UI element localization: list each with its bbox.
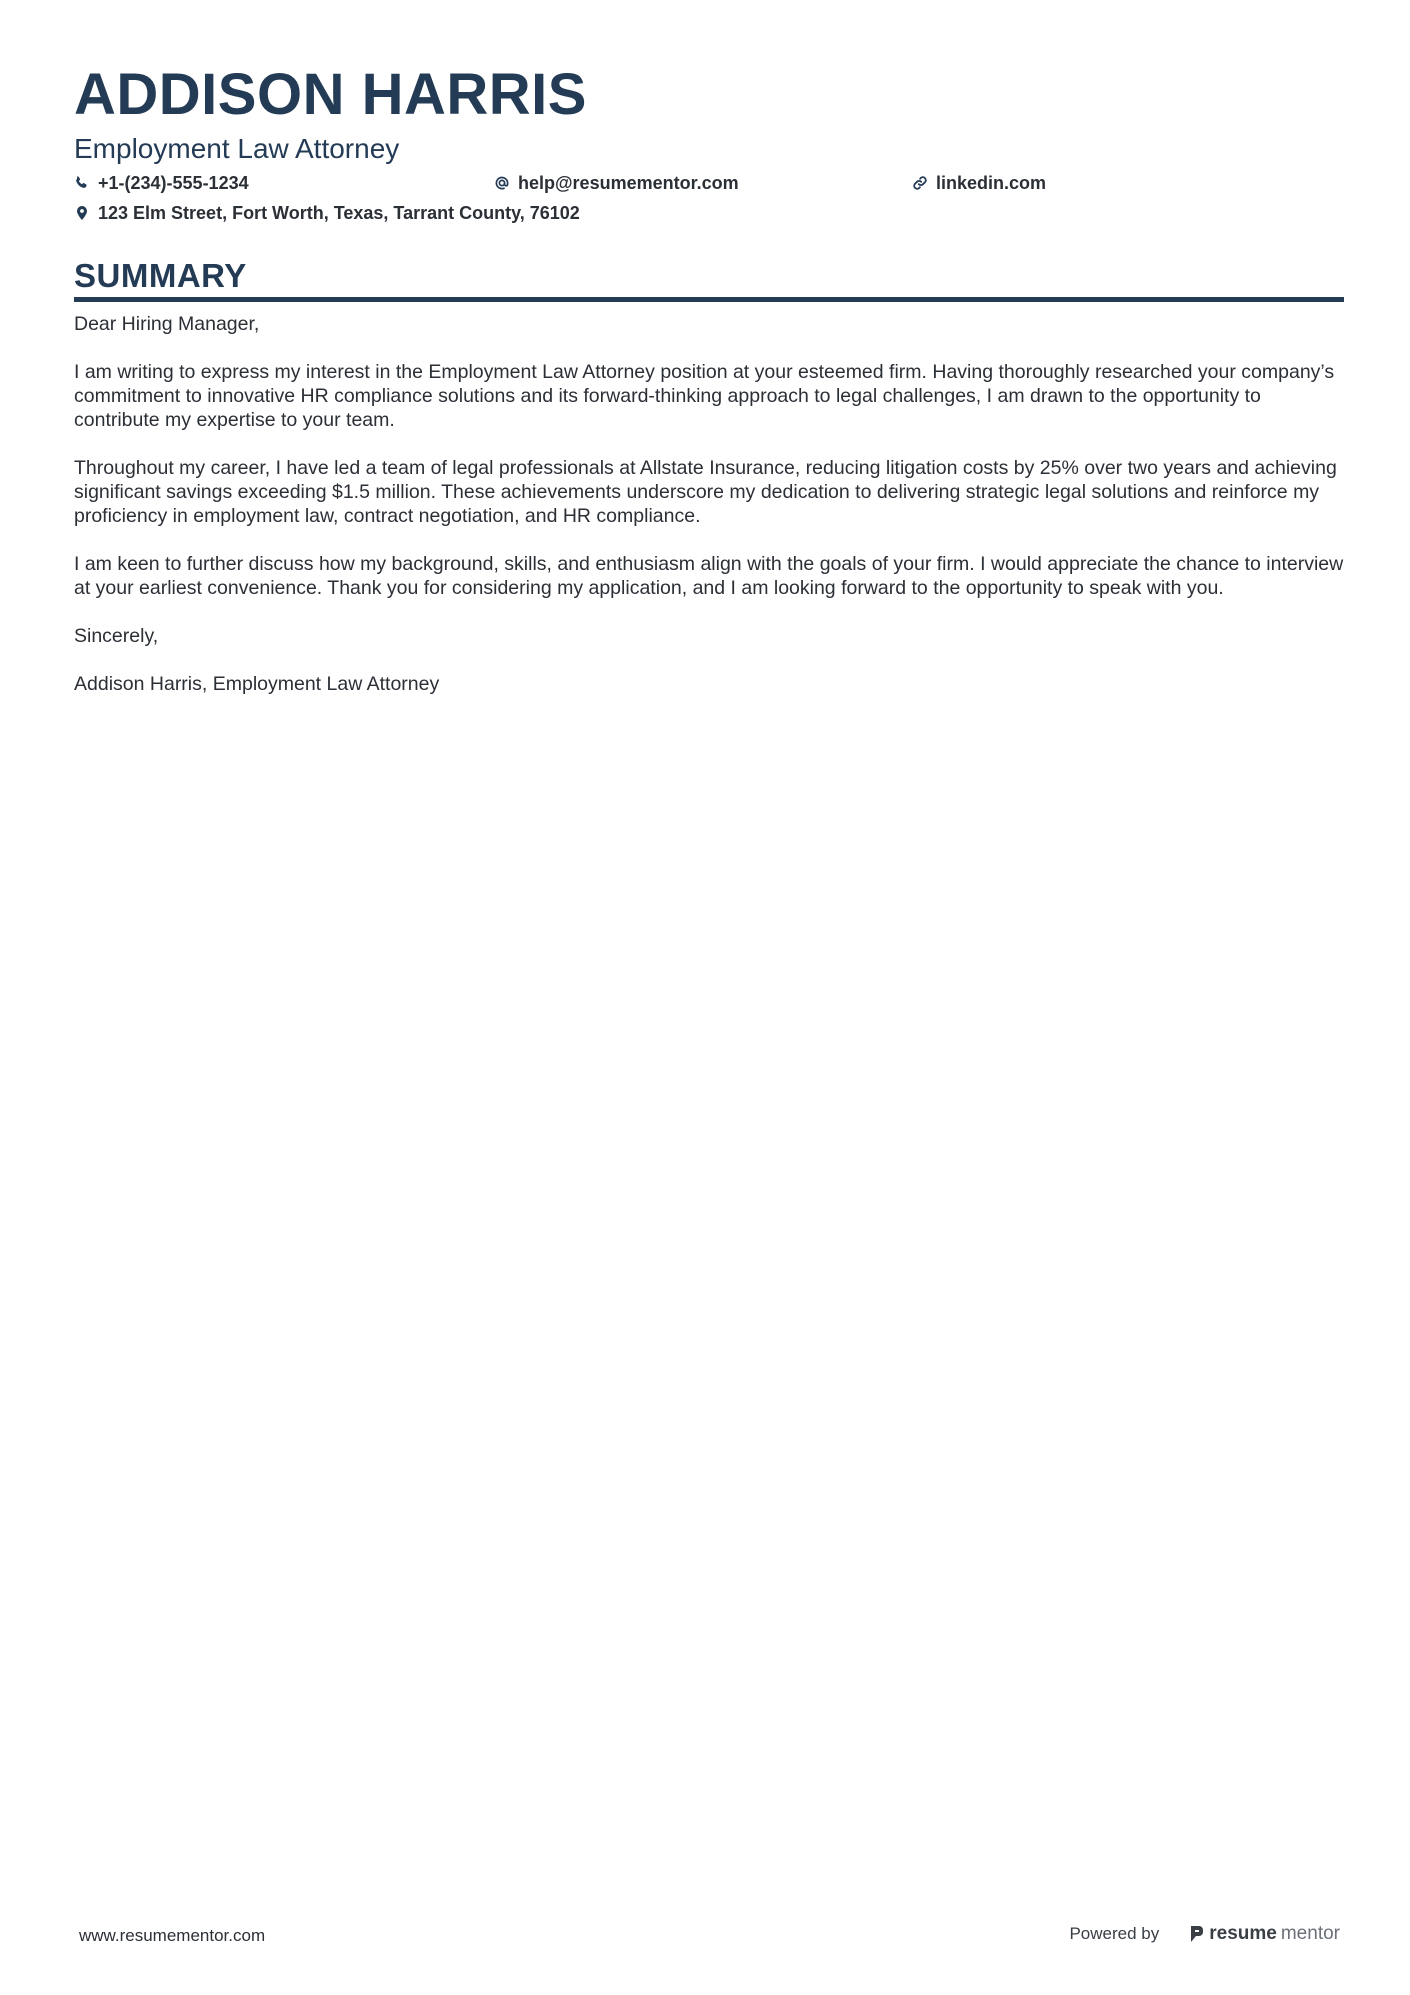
footer-branding [1069,1923,1340,1945]
letter-paragraph: I am writing to express my interest in the Employment Law Attorney position at your esteemed firm. Having thoroughly researched your company’s commitment to innovative HR compliance solutions and its forward-thinking approach to legal challenges, I am drawn to the opportunity to contribute my expertise to your team. [74,361,1335,431]
contact-row-1 [74,170,1344,196]
letter-closing: Sincerely, [74,625,159,647]
address-text: 123 Elm Street, Fort Worth, Texas, Tarrant County, 76102 [98,202,580,223]
resume-page [74,60,1344,720]
candidate-role: Employment Law Attorney [74,133,400,164]
brand-text-bold: resume [1209,1923,1277,1944]
link-icon [912,175,928,191]
contact-link[interactable] [912,173,1046,194]
letter-paragraph: Throughout my career, I have led a team of legal professionals at Allstate Insurance, reducing litigation costs by 25% over two years and achieving significant savings exceeding $1.5 million. These achievements underscore my dedication to delivering strategic legal solutions and reinforce my proficiency in employment law, contract negotiation, and HR compliance. [74,457,1337,527]
powered-by-label: Powered by [1069,1924,1160,1943]
letter-paragraph: I am keen to further discuss how my background, skills, and enthusiasm align with the goals of your firm. I would appreciate the chance to interview at your earliest convenience. Thank you for considering my application, and I am looking forward to the opportunity to speak with you. [74,553,1344,599]
contact-address [74,203,580,224]
brand-logo[interactable] [1189,1923,1340,1945]
contact-phone [74,173,494,194]
contact-email[interactable] [494,173,912,194]
letter-signature: Addison Harris, Employment Law Attorney [74,673,440,695]
brand-text-light: mentor [1280,1923,1340,1944]
cover-letter-body [74,312,1344,696]
location-pin-icon [74,205,90,221]
footer-website[interactable]: www.resumementor.com [79,1926,266,1945]
phone-text: +1-(234)-555-1234 [98,172,249,193]
contact-row-2 [74,200,1344,226]
brand-mark-icon [1189,1924,1205,1944]
candidate-name: ADDISON HARRIS [74,62,587,127]
email-text[interactable]: help@resumementor.com [518,172,739,193]
section-divider [74,297,1344,302]
section-title: SUMMARY [74,257,247,294]
letter-greeting: Dear Hiring Manager, [74,313,260,335]
at-icon [494,175,510,191]
link-text[interactable]: linkedin.com [936,172,1047,193]
phone-icon [74,175,90,191]
